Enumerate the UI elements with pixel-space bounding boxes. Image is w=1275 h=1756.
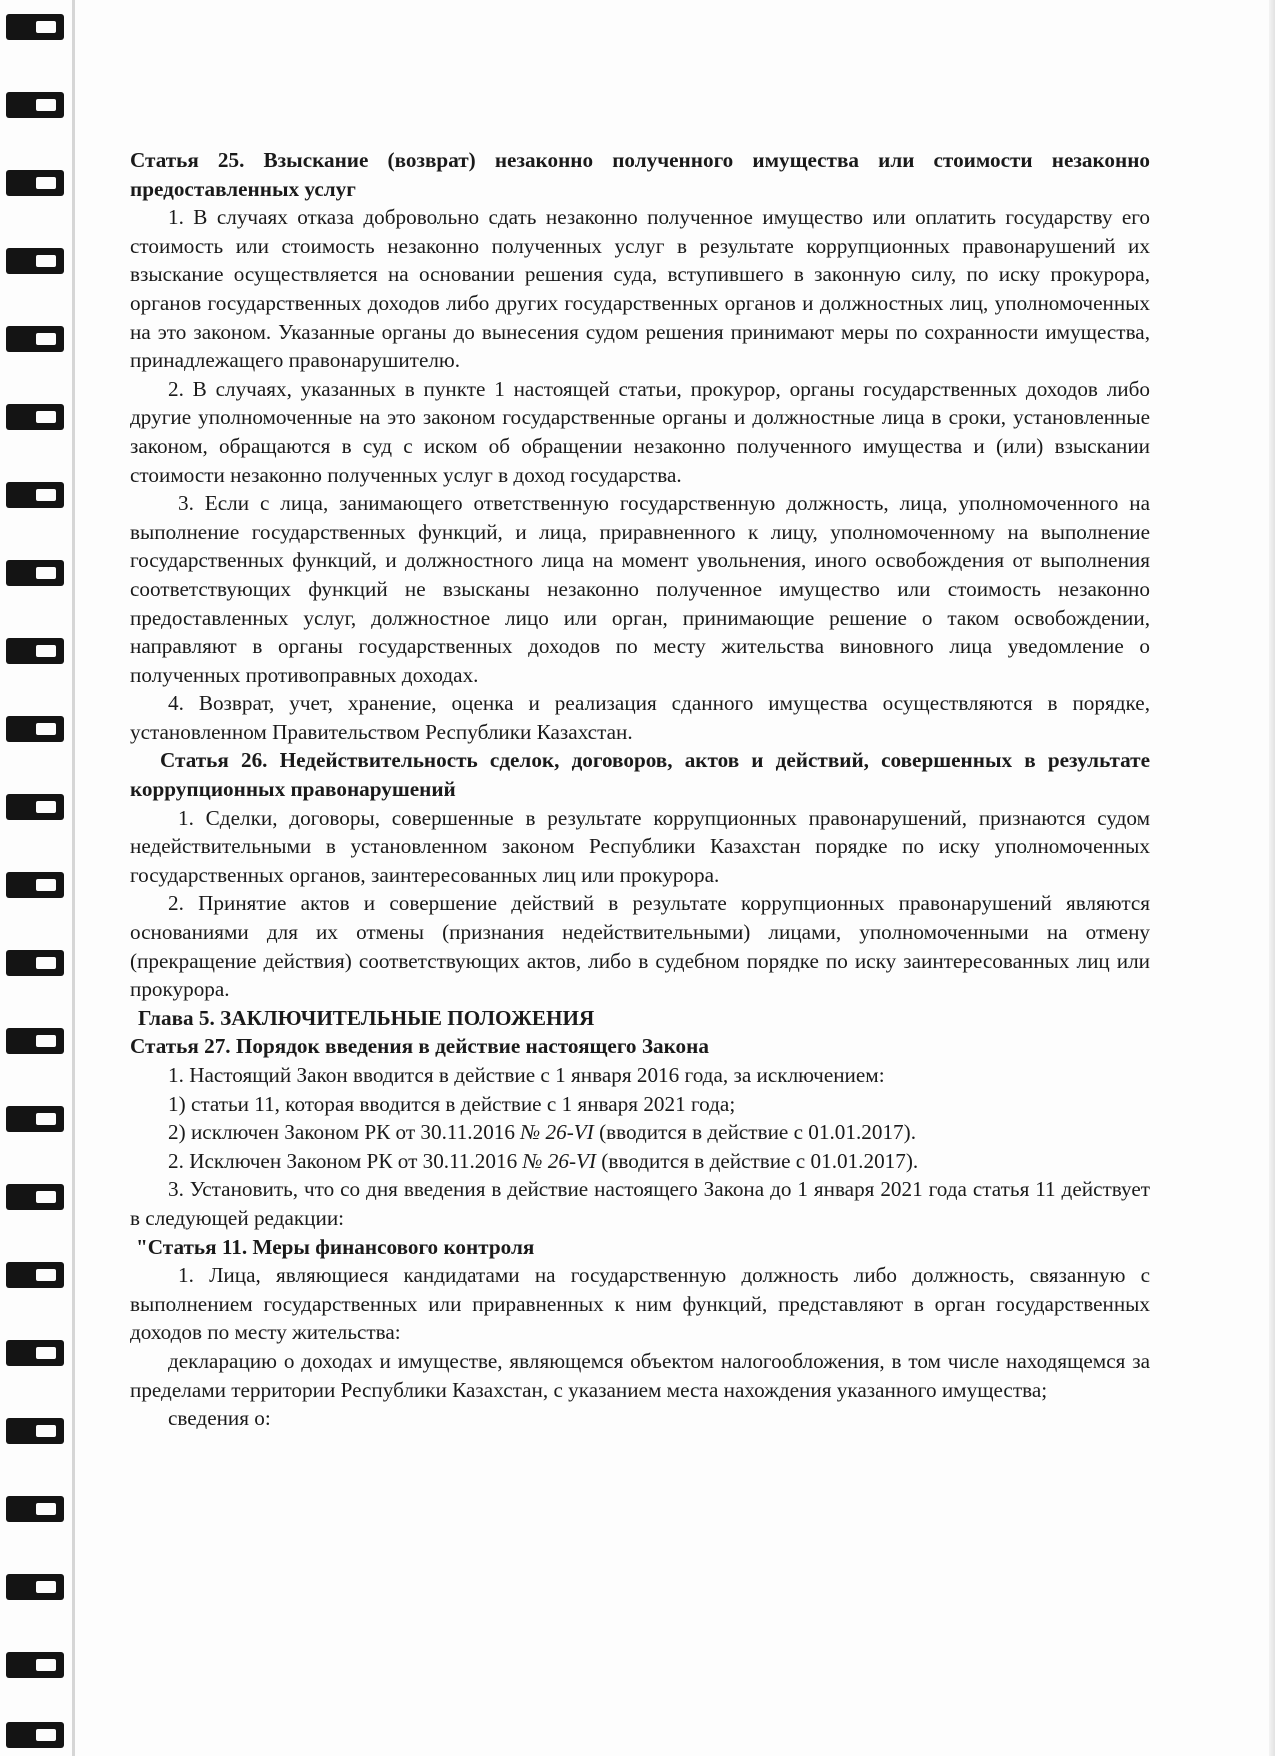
chapter-5-heading: Глава 5. ЗАКЛЮЧИТЕЛЬНЫЕ ПОЛОЖЕНИЯ <box>138 1005 595 1030</box>
law-reference-link[interactable]: № 26-VI <box>520 1120 594 1145</box>
quoted-article-11-heading: "Статья 11. Меры финансового контроля <box>136 1234 535 1259</box>
article-27-item-2 <box>130 1118 1150 1147</box>
article-25-paragraph-4: 4. Возврат, учет, хранение, оценка и реализация сданного имущества осуществляются в порядке, установленном Правительством Республики Казахстан. <box>130 691 1150 744</box>
spiral-binding <box>0 0 72 1756</box>
document-body <box>130 146 1150 1433</box>
page-edge-shadow <box>72 0 75 1756</box>
article-27-paragraph-2 <box>130 1147 1150 1176</box>
quoted-article-11-paragraph-1: 1. Лица, являющиеся кандидатами на государственную должность либо должность, связанную с выполнением государственных или приравненных к ним функций, представляют в орган государственных доходов по месту жительства: <box>130 1263 1150 1345</box>
article-26-paragraph-1: 1. Сделки, договоры, совершенные в результате коррупционных правонарушений, признаются судом недействительными в установленном законом Республики Казахстан порядке по иску уполномоченных государственных органов, заинтересованных лиц или прокурора. <box>130 805 1150 887</box>
article-27-paragraph-2-effective: (вводится в действие с 01.01.2017). <box>596 1148 919 1173</box>
page-right-edge <box>1269 0 1275 1756</box>
quoted-article-11-paragraph-2: декларацию о доходах и имуществе, являющемся объектом налогообложения, в том числе находящемся за пределами территории Республики Казахстан, с указанием места нахождения указанного имущества; <box>130 1348 1150 1402</box>
article-27-item-2-text: 2) исключен Законом РК от 30.11.2016 <box>168 1120 521 1145</box>
article-25-heading: Статья 25. Взыскание (возврат) незаконно полученного имущества или стоимости незаконно предоставленных услуг <box>130 148 1150 201</box>
article-26-paragraph-2: 2. Принятие актов и совершение действий в результате коррупционных правонарушений являются основаниями для их отмены (признания недействительными) лицами, уполномоченными на отмену (прекращение действия) соответствующих актов, либо в судебном порядке по иску заинтересованных лиц или прокурора. <box>130 891 1150 1002</box>
quoted-article-11-paragraph-3: сведения о: <box>168 1406 271 1431</box>
article-27-item-1: 1) статьи 11, которая вводится в действие с 1 января 2021 года; <box>168 1091 736 1116</box>
article-27-heading: Статья 27. Порядок введения в действие настоящего Закона <box>130 1034 709 1059</box>
article-25-paragraph-1: 1. В случаях отказа добровольно сдать незаконно полученное имущество или оплатить государству его стоимость или стоимость незаконно полученных услуг в результате коррупционных правонарушений их взыскание осуществляется на основании решения суда, вступившего в законную силу, по иску прокурора, органов государственных доходов либо других государственных органов и должностных лиц, уполномоченных на это законом. Указанные органы до вынесения судом решения принимают меры по сохранности имущества, принадлежащего правонарушителю. <box>130 205 1150 373</box>
article-27-paragraph-3: 3. Установить, что со дня введения в действие настоящего Закона до 1 января 2021 года статья 11 действует в следующей редакции: <box>130 1177 1150 1230</box>
law-reference-link[interactable]: № 26-VI <box>522 1148 596 1173</box>
article-26-heading: Статья 26. Недействительность сделок, договоров, актов и действий, совершенных в результате коррупционных правонарушений <box>130 748 1150 802</box>
article-27-paragraph-2-text: 2. Исключен Законом РК от 30.11.2016 <box>168 1148 523 1173</box>
article-27-item-2-effective: (вводится в действие с 01.01.2017). <box>593 1120 917 1145</box>
article-25-paragraph-3: 3. Если с лица, занимающего ответственную государственную должность, лица, уполномоченного на выполнение государственных функций, и лица, приравненного к лицу, уполномоченному на выполнение государственных функций, и должностного лица на момент увольнения, иного освобождения от выполнения соответствующих функций не взысканы незаконно полученное имущество или стоимость незаконно предоставленных услуг, должностное лицо или орган, принимающие решение о таком освобождении, направляют в органы государственных доходов по месту жительства виновного лица уведомление о полученных противоправных доходах. <box>130 491 1150 687</box>
article-25-paragraph-2: 2. В случаях, указанных в пункте 1 настоящей статьи, прокурор, органы государственных доходов либо другие уполномоченные на это законом государственные органы и должностные лица в сроки, установленные законом, обращаются в суд с иском об обращении незаконно полученного имущества и (или) взыскании стоимости незаконно полученных услуг в доход государства. <box>130 376 1150 487</box>
article-27-paragraph-1: 1. Настоящий Закон вводится в действие с 1 января 2016 года, за исключением: <box>168 1063 885 1087</box>
